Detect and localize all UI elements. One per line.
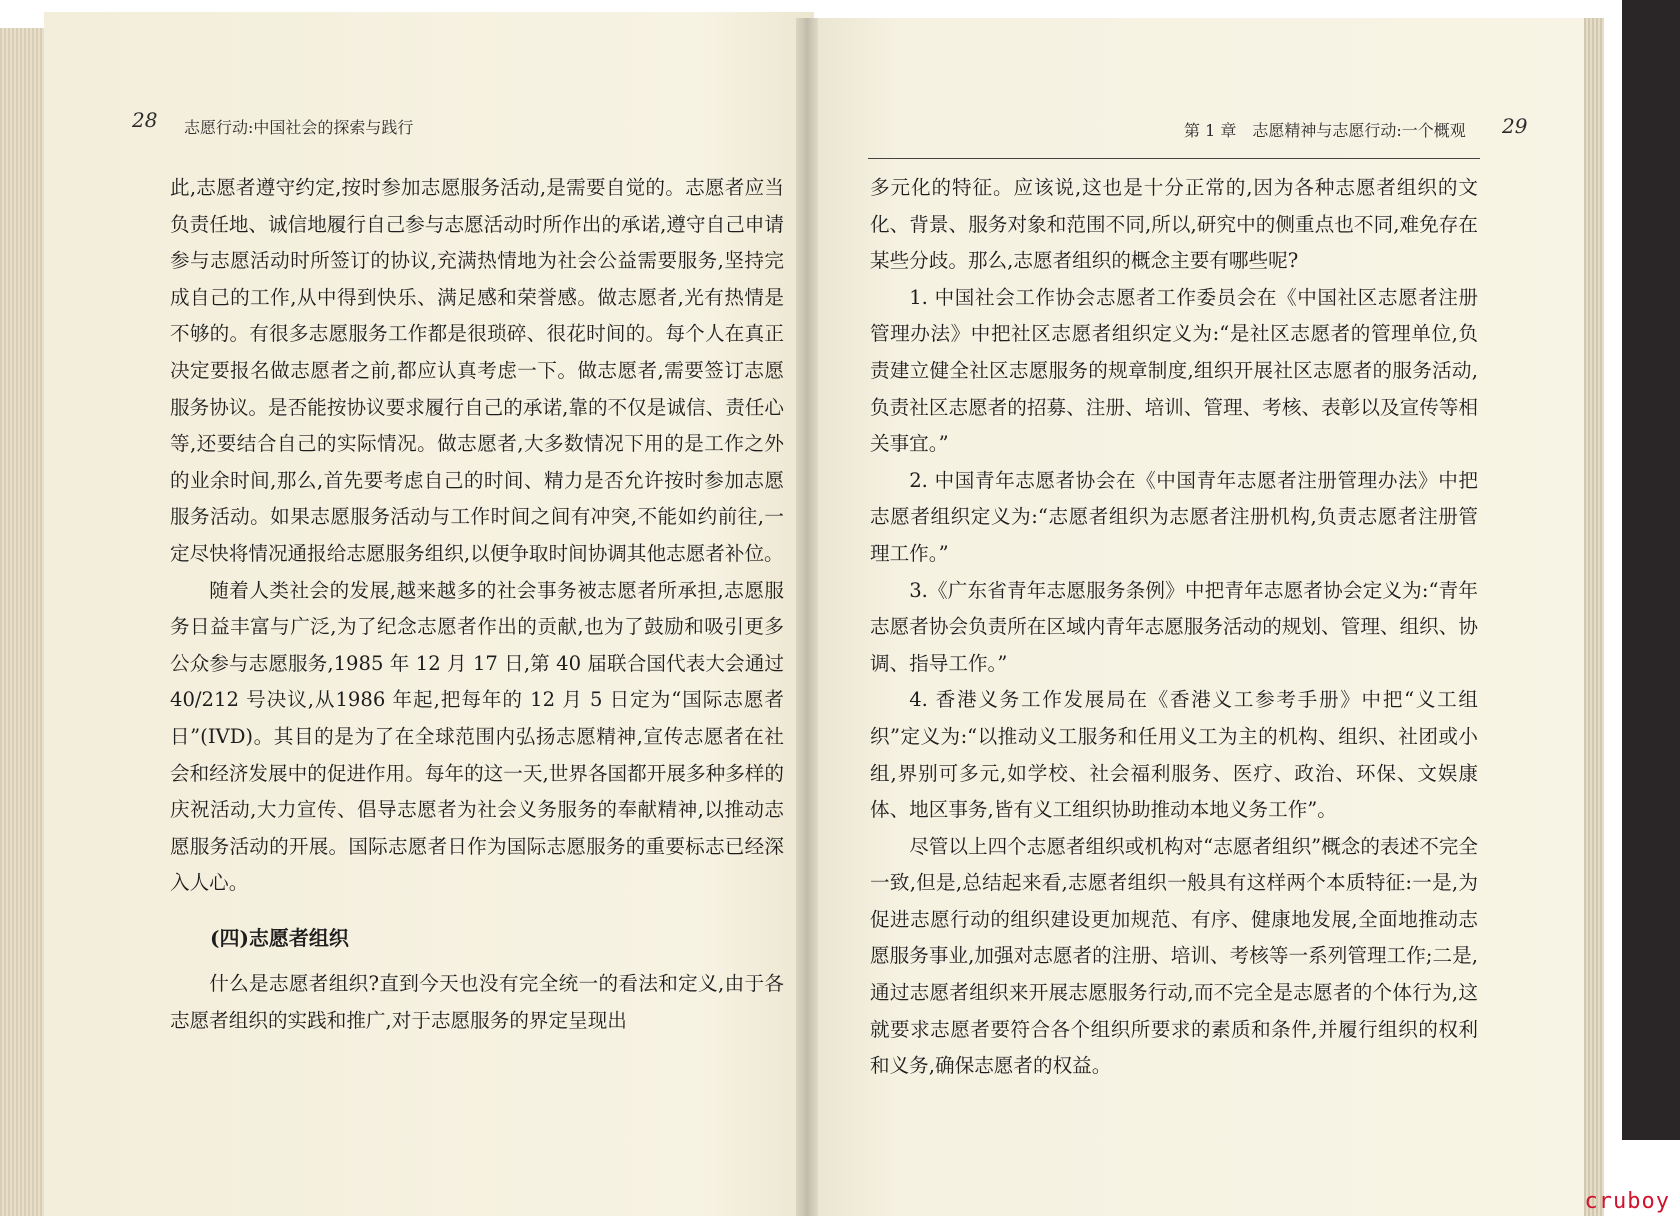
paragraph: 3.《广东省青年志愿服务条例》中把青年志愿者协会定义为:“青年志愿者协会负责所在区域内青年志愿服务活动的规划、管理、组织、协调、指导工作。” <box>870 578 1478 675</box>
paragraph: 1. 中国社会工作协会志愿者工作委员会在《中国社区志愿者注册管理办法》中把社区志愿者组织定义为:“是社区志愿者的管理单位,负责建立健全社区志愿服务的规章制度,组织开展社区志愿者的服务活动,负责社区志愿者的招募、注册、培训、管理、考核、表彰以及宣传等相关事宜。” <box>870 285 1478 456</box>
right-running-header: 第 1 章 志愿精神与志愿行动:一个概观 <box>1184 121 1466 140</box>
book-gutter <box>796 18 818 1216</box>
paragraph: 多元化的特征。应该说,这也是十分正常的,因为各种志愿者组织的文化、背景、服务对象和范围不同,所以,研究中的侧重点也不同,难免存在某些分歧。那么,志愿者组织的概念主要有哪些呢? <box>870 176 1478 273</box>
page-stack-right <box>1584 18 1604 1216</box>
paragraph: 4. 香港义务工作发展局在《香港义工参考手册》中把“义工组织”定义为:“以推动义工服务和任用义工为主的机构、组织、社团或小组,界别可多元,如学校、社会福利服务、医疗、政治、环保、文娱康体、地区事务,皆有义工组织协助推动本地义务工作”。 <box>870 688 1478 822</box>
left-page-number: 28 <box>132 108 158 132</box>
paragraph: 此,志愿者遵守约定,按时参加志愿服务活动,是需要自觉的。志愿者应当负责任地、诚信地履行自己参与志愿活动时所作出的承诺,遵守自己申请参与志愿活动时所签订的协议,充满热情地为社会公益需要服务,坚持完成自己的工作,从中得到快乐、满足感和荣誉感。做志愿者,光有热情是不够的。有很多志愿服务工作都是很琐碎、很花时间的。每个人在真正决定要报名做志愿者之前,都应认真考虑一下。做志愿者,需要签订志愿服务协议。是否能按协议要求履行自己的承诺,靠的不仅是诚信、责任心等,还要结合自己的实际情况。做志愿者,大多数情况下用的是工作之外的业余时间,那么,首先要考虑自己的时间、精力是否允许按时参加志愿服务活动。如果志愿服务活动与工作时间之间有冲突,不能如约前往,一定尽快将情况通报给志愿服务组织,以便争取时间协调其他志愿者补位。 <box>170 176 784 565</box>
header-rule <box>868 158 1480 159</box>
book-cover-edge <box>1622 0 1680 1140</box>
left-running-header: 志愿行动:中国社会的探索与践行 <box>184 118 414 137</box>
left-body <box>170 170 784 1040</box>
page-stack-left <box>0 28 44 1216</box>
section-heading: (四)志愿者组织 <box>210 925 349 950</box>
watermark: cruboy <box>1584 1189 1670 1214</box>
paragraph: 什么是志愿者组织?直到今天也没有完全统一的看法和定义,由于各志愿者组织的实践和推广,对于志愿服务的界定呈现出 <box>170 972 784 1033</box>
paragraph: 尽管以上四个志愿者组织或机构对“志愿者组织”概念的表述不完全一致,但是,总结起来看,志愿者组织一般具有这样两个本质特征:一是,为促进志愿行动的组织建设更加规范、有序、健康地发展,全面地推动志愿服务事业,加强对志愿者的注册、培训、考核等一系列管理工作;二是,通过志愿者组织来开展志愿服务行动,而不完全是志愿者的个体行为,这就要求志愿者要符合各个组织所要求的素质和条件,并履行组织的权利和义务,确保志愿者的权益。 <box>870 834 1478 1078</box>
paragraph: 随着人类社会的发展,越来越多的社会事务被志愿者所承担,志愿服务日益丰富与广泛,为了纪念志愿者作出的贡献,也为了鼓励和吸引更多公众参与志愿服务,1985 年 12 月 17 日,第 40 届联合国代表大会通过40/212 号决议,从1986 年起,把每年的 12 月 5 日定为“国际志愿者日”(IVD)。其目的是为了在全球范围内弘扬志愿精神,宣传志愿者在社会和经济发展中的促进作用。每年的这一天,世界各国都开展多种多样的庆祝活动,大力宣传、倡导志愿者为社会义务服务的奉献精神,以推动志愿服务活动的开展。国际志愿者日作为国际志愿服务的重要标志已经深入人心。 <box>170 578 784 895</box>
paragraph: 2. 中国青年志愿者协会在《中国青年志愿者注册管理办法》中把志愿者组织定义为:“志愿者组织为志愿者注册机构,负责志愿者注册管理工作。” <box>870 468 1478 565</box>
right-body <box>870 170 1478 1085</box>
right-page-number: 29 <box>1502 114 1528 138</box>
